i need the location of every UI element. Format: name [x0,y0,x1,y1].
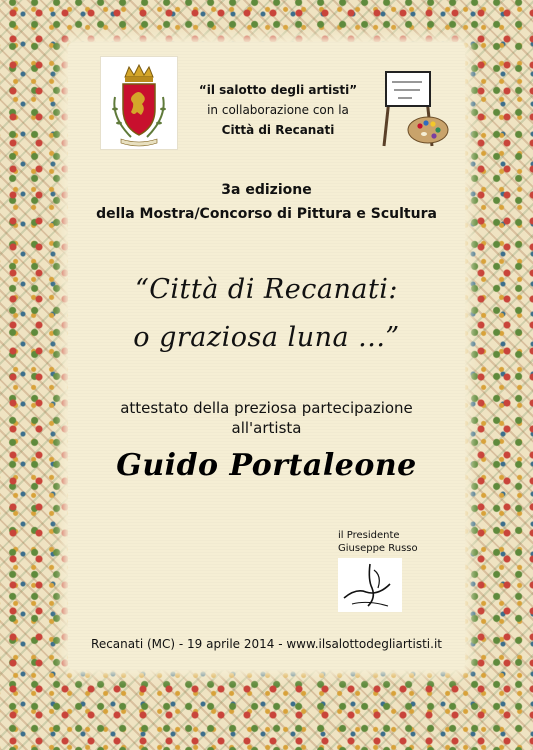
president-name: Giuseppe Russo [338,543,418,554]
president-role: il Presidente [338,530,400,541]
edition-block [0,178,533,226]
title-line-1: “Città di Recanati: [134,274,399,305]
certificate-line-1: attestato della preziosa partecipazione [120,399,413,417]
president-block [338,529,418,555]
crest-icon [101,57,177,149]
artist-name: Guido Portaleone [116,448,417,483]
signature-icon [338,558,402,612]
exhibition-label: della Mostra/Concorso di Pittura e Scultura [96,206,437,222]
header-block [180,80,376,140]
salotto-easel-logo [380,70,450,148]
certificate-text [0,398,533,438]
org-name: “il salotto degli artisti” [198,83,358,97]
easel-palette-icon [380,70,450,148]
footer-text: Recanati (MC) - 19 aprile 2014 - www.ilsalottodegliartisti.it [91,637,442,651]
exhibition-title [0,266,533,362]
city-name: Città di Recanati [221,123,335,137]
recanati-crest-logo [100,56,178,150]
president-signature [338,558,402,612]
title-line-2: o graziosa luna ...” [133,322,400,353]
collaboration-text: in collaborazione con la [207,103,349,117]
certificate-line-2: all'artista [231,419,302,437]
edition-label: 3a edizione [221,182,312,198]
